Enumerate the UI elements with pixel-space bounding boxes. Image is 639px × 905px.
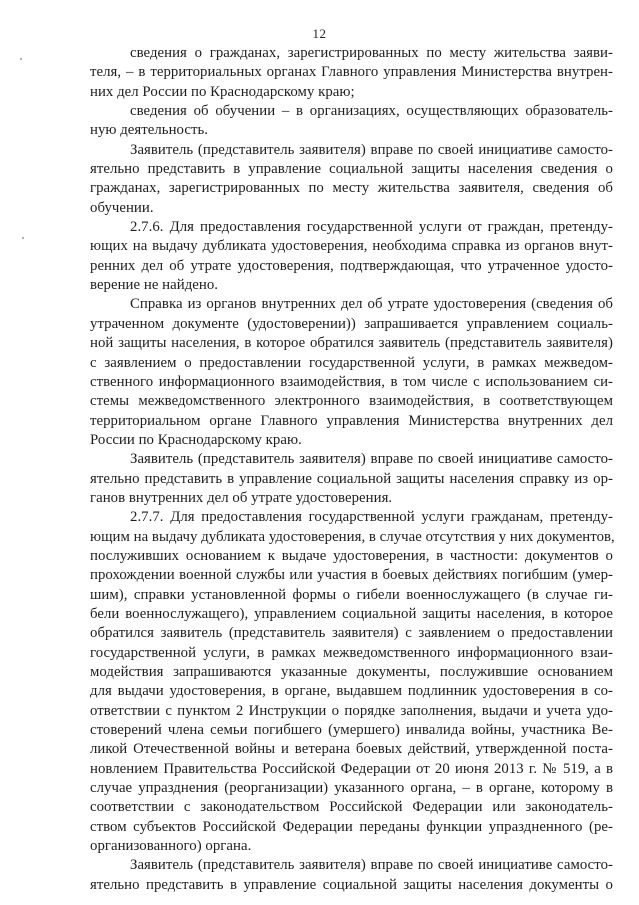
text-line: сведения об обучении – в организациях, осуществляющих образователь- [130,103,613,120]
text-line: России по Краснодарскому краю. [90,431,302,448]
text-line: ством субъектов Российской Федерации переданы функции упраздненного (ре- [90,818,613,835]
text-line: ликой Отечественной войны и ветерана боевых действий, утвержденной поста- [90,741,613,758]
text-line: Заявитель (представитель заявителя) вправе по своей инициативе самосто- [130,451,613,468]
paragraph [90,450,613,508]
text-line: соответствии с законодательством Российской Федерации или законодатель- [90,799,613,816]
text-line: ренних дел об утрате удостоверения, подтверждающая, что утраченное удосто- [90,257,613,274]
text-line: новлением Правительства Российской Федерации от 20 июня 2013 г. № 519, а в [90,760,613,777]
paragraph [90,295,613,450]
text-line: 2.7.6. Для предоставления государственной услуги от граждан, претенду- [130,219,613,236]
text-line: территориальном органе Главного управления Министерства внутренних дел [90,412,613,429]
text-line: для выдачи удостоверения, в органе, выдавшем подлинник удостоверения в со- [90,683,613,700]
text-line: ганов внутренних дел об утрате удостоверения. [90,489,393,506]
paragraph [90,508,613,856]
text-line: ответствии с пунктом 2 Инструкции о порядке заполнения, выдачи и учета удо- [90,702,613,719]
text-line: случае упразднения (реорганизации) указанного органа, – в органе, которому в [90,780,613,797]
text-line: ятельно представить в управление социальной защиты населения сведения о [90,161,613,178]
paragraph [90,102,613,141]
text-line: стемы межведомственного электронного взаимодействия, в соответствующем [90,393,613,410]
text-line: шим), справки установленной формы о гибели военнослужащего (в случае ги- [90,586,613,603]
text-line: прохождении военной службы или участия в боевых действиях погибшим (умер- [90,567,613,584]
text-line: ющих на выдачу дубликата удостоверения, необходима справка из органов внут- [90,238,613,255]
text-line: ющим на выдачу дубликата удостоверения, в случае отсутствия у них документов, [90,528,615,545]
text-line: утраченном документе (удостоверении)) запрашивается управлением социаль- [90,315,613,332]
page-number: 12 [312,26,327,41]
text-line: верение не найдено. [90,277,219,294]
paragraph [90,218,613,295]
text-line: послуживших основанием к выдаче удостоверения, в частности: документов о [90,547,613,564]
text-line: гражданах, зарегистрированных по месту жительства заявителя, сведения об [90,180,613,197]
text-line: ятельно представить в управление социальной защиты населения справку из ор- [90,470,613,487]
text-line: с заявлением о предоставлении государственной услуги, в рамках межведом- [90,354,613,371]
paragraph [90,856,613,895]
text-line: теля, – в территориальных органах Главного управления Министерства внутрен- [90,64,613,81]
text-line: 2.7.7. Для предоставления государственной услуги гражданам, претенду- [130,509,613,526]
text-line: них дел России по Краснодарскому краю; [90,83,355,100]
scan-speck [20,58,22,60]
text-line: Заявитель (представитель заявителя) вправе по своей инициативе самосто- [130,857,613,874]
text-line: ную деятельность. [90,122,208,139]
text-line: модействия запрашиваются указанные документы, послужившие основанием [90,664,613,680]
text-line: стоверений члена семьи погибшего (умершего) инвалида войны, участника Ве- [90,722,613,739]
text-line: ной защиты населения, в которое обратился заявитель (представитель заявителя) [90,335,613,352]
text-line: бели военнослужащего), управлением социальной защиты населения, в которое [90,605,613,622]
text-line: Заявитель (представитель заявителя) вправе по своей инициативе самосто- [130,141,613,158]
document-body [90,44,613,895]
text-line: ственного информационного взаимодействия, в том числе с использованием си- [90,373,613,390]
text-line: организованного) органа. [90,838,252,855]
text-line: Справка из органов внутренних дел об утрате удостоверения (сведения об [130,296,613,313]
scan-speck [22,237,24,239]
text-line: сведения о гражданах, зарегистрированных по месту жительства заяви- [130,45,613,61]
paragraph [90,44,613,102]
text-line: ятельно представить в управление социальной защиты населения документы о [90,876,613,893]
text-line: государственной услуги, в рамках межведомственного информационного взаи- [90,644,613,661]
paragraph [90,141,613,218]
text-line: обучении. [90,199,154,216]
text-line: обратился заявитель (представитель заявителя) с заявлением о предоставлении [90,625,613,642]
